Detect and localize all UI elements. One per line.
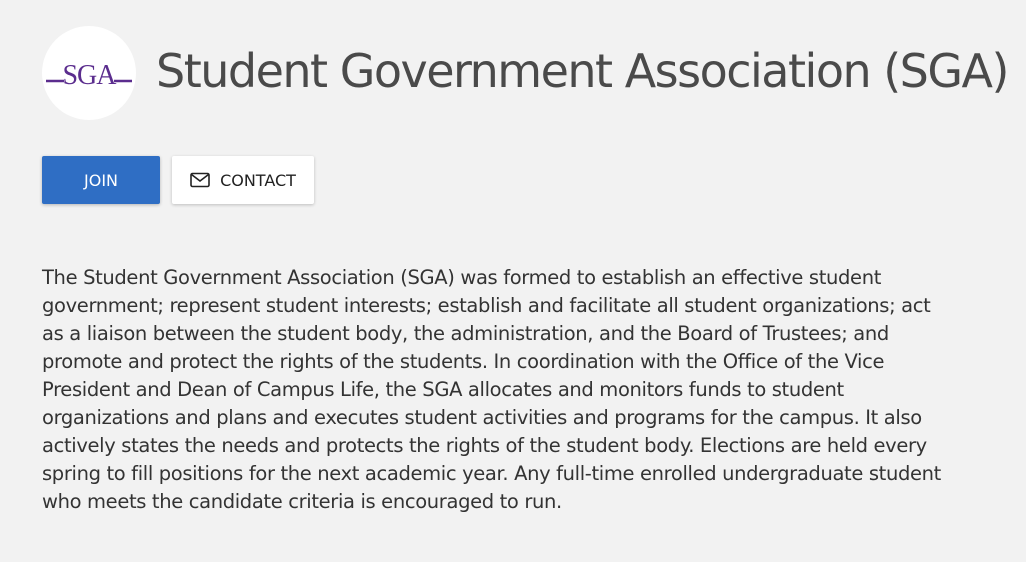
logo-text: SGA xyxy=(62,60,116,91)
page-title: Student Government Association (SGA) xyxy=(156,44,1008,98)
contact-button[interactable] xyxy=(172,156,314,204)
contact-button-label: CONTACT xyxy=(220,170,296,190)
organization-header xyxy=(42,26,1008,120)
organization-logo xyxy=(42,26,136,120)
join-button[interactable] xyxy=(42,156,160,204)
organization-description: The Student Government Association (SGA) was formed to establish an effective student government; represent student interests; establish and facilitate all student organizations; act as a liaison between the student body, the administration, and the Board of Trustees; and promote and protect the rights of the students. In coordination with the Office of the Vice President and Dean of Campus Life, the SGA allocates and monitors funds to student organizations and plans and executes student activities and programs for the campus. It also actively states the needs and protects the rights of the student body. Elections are held every spring to fill positions for the next academic year. Any full-time enrolled undergraduate student who meets the candidate criteria is encouraged to run. xyxy=(42,266,941,513)
join-button-label: JOIN xyxy=(84,170,118,190)
sga-logo-icon xyxy=(42,26,136,120)
action-buttons xyxy=(42,156,314,204)
envelope-icon xyxy=(190,172,210,188)
